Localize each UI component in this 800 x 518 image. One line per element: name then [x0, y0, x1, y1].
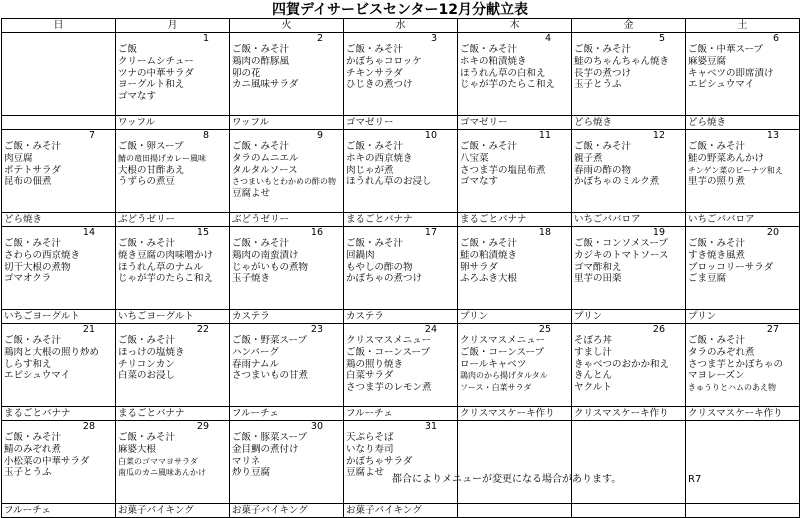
day-dessert: まるごとバナナ [2, 407, 116, 421]
day-menu [116, 44, 230, 116]
day-number: 7 [2, 130, 116, 142]
menu-item: ほうれん草の白和え [460, 67, 546, 79]
menu-item: ふろふき大根 [460, 273, 518, 285]
empty-day-menu [572, 432, 686, 504]
menu-item: しらす和え [4, 358, 52, 370]
menu-item: ご飯・みそ汁 [688, 238, 746, 249]
day-menu [458, 335, 572, 407]
day-number: 10 [344, 130, 458, 142]
menu-item: ヤクルト [574, 382, 612, 394]
menu-item: ご飯・みそ汁 [574, 141, 632, 152]
menu-item: 炒り豆腐 [232, 467, 271, 479]
menu-item: ご飯・みそ汁 [232, 44, 290, 55]
menu-item: 鶏肉の南蛮漬け [232, 249, 299, 261]
day-menu [344, 141, 458, 213]
day-menu [2, 432, 116, 504]
menu-item: カニ風味サラダ [232, 79, 299, 91]
menu-row [2, 335, 800, 407]
weekday-thu: 木 [458, 19, 572, 33]
menu-item: タルタルソース [232, 164, 298, 176]
day-number: 16 [230, 227, 344, 239]
menu-item: ご飯・みそ汁 [118, 335, 176, 346]
weekday-header-row [2, 19, 800, 33]
menu-item: 玉子焼き [232, 273, 271, 285]
day-number: 14 [2, 227, 116, 239]
menu-item: ゴマ酢和え [574, 261, 622, 273]
menu-item: じゃが芋のたらこ和え [118, 273, 214, 285]
menu-item: ご飯・卵スープ [118, 141, 184, 152]
day-menu [572, 238, 686, 310]
menu-item: そぼろ丼 [574, 335, 613, 346]
dessert-row [2, 407, 800, 421]
weekday-mon: 月 [116, 19, 230, 33]
day-dessert: プリン [458, 310, 572, 324]
menu-item: エビシュウマイ [4, 370, 71, 382]
menu-item: きゅうりとハムのあえ物 [688, 383, 776, 393]
menu-item: ほうれん草のナムル [118, 261, 204, 273]
menu-item: すき焼き風煮 [688, 249, 746, 261]
empty-day-number [686, 421, 800, 433]
menu-item: ご飯・コンソメスープ [574, 238, 668, 249]
day-dessert: プリン [572, 310, 686, 324]
menu-item: 鶏肉の酢豚風 [232, 55, 290, 67]
day-number: 2 [230, 33, 344, 45]
menu-item: ほっけの塩焼き [118, 346, 185, 358]
menu-item: ご飯・中華スープ [688, 44, 764, 55]
day-menu [230, 238, 344, 310]
menu-item: 鶏肉と大根の照り炒め [4, 346, 100, 358]
menu-item: うずらの煮豆 [118, 176, 176, 188]
menu-item: ホキの西京焼き [346, 152, 413, 164]
menu-item: 昆布の佃煮 [4, 176, 52, 188]
day-menu [2, 238, 116, 310]
day-dessert: カステラ [344, 310, 458, 324]
menu-item: きゃべつのおかか和え [574, 358, 670, 370]
day-dessert: いちごババロア [572, 213, 686, 227]
menu-item: クリームシチュー [118, 55, 194, 67]
menu-item: 春雨ナムル [232, 358, 280, 370]
menu-item: タラのムニエル [232, 152, 299, 164]
menu-item: ロールキャベツ [460, 358, 527, 370]
empty-day-menu [2, 44, 116, 116]
menu-item: ゴマなす [118, 91, 157, 103]
day-menu [686, 238, 800, 310]
day-dessert: ゴマゼリー [344, 116, 458, 130]
day-dessert: まるごとバナナ [458, 213, 572, 227]
day-number: 30 [230, 421, 344, 433]
menu-item: クリスマスメニュー [346, 335, 432, 346]
day-dessert: ぶどうゼリー [230, 213, 344, 227]
weekday-tue: 火 [230, 19, 344, 33]
day-dessert: まるごとバナナ [344, 213, 458, 227]
day-dessert: プリン [686, 310, 800, 324]
menu-item: クリスマスメニュー [460, 335, 546, 346]
day-menu [344, 335, 458, 407]
weekday-fri: 金 [572, 19, 686, 33]
day-dessert: フルーチェ [2, 504, 116, 518]
dessert-row [2, 116, 800, 130]
menu-item: マリネ [232, 455, 261, 467]
menu-item: かぼちゃコロッケ [346, 55, 422, 67]
day-number: 22 [116, 324, 230, 336]
menu-item: 鮭のちゃんちゃん焼き [574, 55, 670, 67]
date-row [2, 33, 800, 45]
menu-item: ご飯・みそ汁 [118, 238, 176, 249]
menu-item: すまし汁 [574, 346, 613, 358]
menu-item: ご飯・みそ汁 [460, 141, 518, 152]
menu-item: タラのみぞれ煮 [688, 346, 755, 358]
version-label: R7 [688, 474, 702, 485]
menu-calendar [1, 18, 800, 518]
menu-item: さつまいもの甘煮 [232, 370, 309, 382]
menu-item: ご飯・みそ汁 [460, 238, 518, 249]
day-number: 6 [686, 33, 800, 45]
day-menu [230, 432, 344, 504]
date-row [2, 227, 800, 239]
menu-item: 焼き豆腐の肉味噌かけ [118, 249, 214, 261]
empty-day-number [2, 33, 116, 45]
day-menu [2, 335, 116, 407]
calendar-body [2, 33, 800, 518]
menu-item: 八宝菜 [460, 152, 489, 164]
day-dessert: ワッフル [230, 116, 344, 130]
day-number: 31 [344, 421, 458, 433]
menu-item: かぼちゃのミルク煮 [574, 176, 660, 188]
menu-item: 天ぷらそば [346, 432, 394, 443]
menu-item: ご飯・みそ汁 [4, 238, 62, 249]
day-dessert: クリスマスケーキ作り [686, 407, 800, 421]
menu-item: さつまいもとわかめの酢の物 [232, 177, 336, 187]
menu-item: じゃがいもの煮物 [232, 261, 309, 273]
page-title: 四賀デイサービスセンター12月分献立表 [272, 2, 528, 18]
day-number: 4 [458, 33, 572, 45]
menu-row [2, 44, 800, 116]
day-number: 19 [572, 227, 686, 239]
day-dessert: カステラ [230, 310, 344, 324]
menu-item: 鮭の粕漬焼き [460, 249, 518, 261]
day-menu [344, 432, 458, 504]
day-dessert: どら焼き [686, 116, 800, 130]
menu-row [2, 141, 800, 213]
menu-item: 白菜サラダ [346, 370, 394, 382]
date-row [2, 130, 800, 142]
day-menu [458, 141, 572, 213]
menu-item: ご飯・みそ汁 [4, 432, 62, 443]
menu-item: マヨレーズン [688, 370, 745, 382]
day-number: 5 [572, 33, 686, 45]
day-number: 24 [344, 324, 458, 336]
day-dessert: いちごババロア [686, 213, 800, 227]
day-menu [230, 44, 344, 116]
day-number: 15 [116, 227, 230, 239]
day-menu [116, 432, 230, 504]
menu-item: さつま芋の塩昆布煮 [460, 164, 546, 176]
menu-item: 小松菜の中華サラダ [4, 455, 90, 467]
menu-item: かぼちゃサラダ [346, 455, 413, 467]
menu-item: 鶏肉のから揚げタルタル [460, 371, 548, 381]
day-menu [572, 44, 686, 116]
day-menu [344, 238, 458, 310]
menu-item: 切干大根の煮物 [4, 261, 71, 273]
menu-item: ご飯・みそ汁 [574, 44, 632, 55]
menu-item: ホキの粕漬焼き [460, 55, 527, 67]
menu-item: ご飯・みそ汁 [232, 238, 290, 249]
day-number: 28 [2, 421, 116, 433]
menu-item: ご飯・みそ汁 [118, 432, 176, 443]
weekday-sun: 日 [2, 19, 116, 33]
menu-item: 金目鯛の煮付け [232, 443, 299, 455]
menu-item: チキンサラダ [346, 67, 403, 79]
day-number: 1 [116, 33, 230, 45]
menu-item: 肉じゃが煮 [346, 164, 394, 176]
menu-item: いなり寿司 [346, 443, 394, 455]
day-dessert: ワッフル [116, 116, 230, 130]
menu-row [2, 238, 800, 310]
day-menu [116, 238, 230, 310]
menu-item: 南瓜のカニ風味あんかけ [118, 468, 206, 478]
menu-item: きんとん [574, 370, 613, 382]
menu-item: 肉豆腐 [4, 152, 33, 164]
day-menu [230, 141, 344, 213]
day-dessert: クリスマスケーキ作り [458, 407, 572, 421]
menu-item: ご飯・野菜スープ [232, 335, 308, 346]
footnote: 都合によりメニューが変更になる場合があります。 [392, 474, 622, 485]
menu-item: さつま芋とかぼちゃの [688, 358, 784, 370]
menu-item: ご飯・みそ汁 [4, 335, 62, 346]
menu-item: エビシュウマイ [688, 79, 755, 91]
day-number: 25 [458, 324, 572, 336]
day-menu [230, 335, 344, 407]
menu-item: 鮭の野菜あんかけ [688, 152, 765, 164]
menu-item: カジキのトマトソース [574, 249, 669, 261]
day-dessert: いちごヨーグルト [116, 310, 230, 324]
menu-item: 里芋の照り煮 [688, 176, 746, 188]
day-number: 11 [458, 130, 572, 142]
menu-item: ゴマオクラ [4, 273, 52, 285]
day-menu [116, 141, 230, 213]
dessert-row [2, 213, 800, 227]
menu-item: ご飯・コーンスープ [346, 346, 431, 358]
day-menu [572, 335, 686, 407]
day-dessert: どら焼き [572, 116, 686, 130]
menu-item: ご飯・みそ汁 [346, 238, 404, 249]
menu-item: ご飯・みそ汁 [4, 141, 62, 152]
day-number: 12 [572, 130, 686, 142]
day-number: 3 [344, 33, 458, 45]
menu-item: ご飯・みそ汁 [346, 44, 404, 55]
menu-item: 玉子とうふ [4, 467, 52, 479]
day-menu [686, 335, 800, 407]
day-number: 17 [344, 227, 458, 239]
menu-item: 卯の花 [232, 67, 261, 79]
empty-day-dessert [572, 504, 686, 518]
empty-day-dessert [2, 116, 116, 130]
day-menu [458, 238, 572, 310]
day-dessert: まるごとバナナ [116, 407, 230, 421]
menu-item: 春雨の酢の物 [574, 164, 632, 176]
menu-item: 里芋の田楽 [574, 273, 622, 285]
menu-item: 玉子とうふ [574, 79, 622, 91]
menu-item: もやしの酢の物 [346, 261, 413, 273]
day-number: 23 [230, 324, 344, 336]
menu-item: 麻婆大根 [118, 443, 157, 455]
empty-day-dessert [686, 504, 800, 518]
menu-item: キャベツの即席漬け [688, 67, 774, 79]
day-menu [2, 141, 116, 213]
weekday-wed: 水 [344, 19, 458, 33]
day-number: 26 [572, 324, 686, 336]
dessert-row [2, 310, 800, 324]
day-menu [344, 44, 458, 116]
day-number: 27 [686, 324, 800, 336]
menu-item: 麻婆豆腐 [688, 55, 727, 67]
day-dessert: いちごヨーグルト [2, 310, 116, 324]
day-menu [572, 141, 686, 213]
menu-item: ご飯・みそ汁 [346, 141, 404, 152]
menu-item: 回鍋肉 [346, 249, 375, 261]
menu-item: ソース・白菜サラダ [460, 383, 532, 393]
day-number: 21 [2, 324, 116, 336]
menu-item: ご飯・みそ汁 [688, 335, 746, 346]
day-dessert: お菓子バイキング [344, 504, 458, 518]
menu-item: 長芋の煮つけ [574, 67, 632, 79]
menu-item: ツナの中華サラダ [118, 67, 194, 79]
menu-item: 鯖のみぞれ煮 [4, 443, 62, 455]
menu-item: ほうれん草のお浸し [346, 176, 432, 188]
menu-item: さつま芋のレモン煮 [346, 382, 432, 394]
day-number: 8 [116, 130, 230, 142]
day-menu [458, 44, 572, 116]
menu-item: ポテトサラダ [4, 164, 61, 176]
menu-item: ひじきの煮つけ [346, 79, 413, 91]
menu-item: ごま豆腐 [688, 273, 727, 285]
empty-day-menu [458, 432, 572, 504]
date-row [2, 421, 800, 433]
menu-item: じゃが芋のたらこ和え [460, 79, 556, 91]
menu-item: 親子煮 [574, 152, 603, 164]
menu-item: 鯖の竜田揚げカレー風味 [118, 153, 206, 163]
menu-item: チリコンカン [118, 358, 175, 370]
day-number: 29 [116, 421, 230, 433]
day-menu [686, 44, 800, 116]
menu-item: 豆腐よせ [346, 467, 385, 479]
menu-item: 大根の甘酢あえ [118, 164, 185, 176]
menu-item: ブロッコリーサラダ [688, 261, 774, 273]
day-dessert: ゴマゼリー [458, 116, 572, 130]
day-number: 20 [686, 227, 800, 239]
day-dessert: フルーチェ [230, 407, 344, 421]
weekday-sat: 土 [686, 19, 800, 33]
menu-item: ご飯・みそ汁 [460, 44, 518, 55]
menu-item: 卵サラダ [460, 261, 498, 273]
empty-day-menu [686, 432, 800, 504]
dessert-row [2, 504, 800, 518]
menu-item: ヨーグルト和え [118, 79, 185, 91]
menu-item: ゴマなす [460, 176, 499, 188]
empty-day-number [572, 421, 686, 433]
menu-item: ご飯・みそ汁 [688, 141, 746, 152]
day-menu [116, 335, 230, 407]
day-number: 13 [686, 130, 800, 142]
menu-item: ハンバーグ [232, 346, 279, 358]
menu-item: さわらの西京焼き [4, 249, 81, 261]
menu-item: かぼちゃの煮つけ [346, 273, 423, 285]
menu-row [2, 432, 800, 504]
day-number: 18 [458, 227, 572, 239]
day-menu [686, 141, 800, 213]
menu-item: ご飯 [118, 44, 138, 55]
menu-item: ご飯・コーンスープ [460, 346, 545, 358]
menu-item: 鶏の照り焼き [346, 358, 404, 370]
day-number: 9 [230, 130, 344, 142]
day-dessert: クリスマスケーキ作り [572, 407, 686, 421]
day-dessert: どら焼き [2, 213, 116, 227]
empty-day-dessert [458, 504, 572, 518]
day-dessert: お菓子バイキング [116, 504, 230, 518]
menu-item: チンゲン菜のピーナツ和え [688, 165, 783, 175]
menu-item: 白菜のゴママヨサラダ [118, 456, 198, 466]
day-dessert: ぶどうゼリー [116, 213, 230, 227]
menu-item: 白菜のお浸し [118, 370, 176, 382]
day-dessert: フルーチェ [344, 407, 458, 421]
empty-day-number [458, 421, 572, 433]
menu-item: 豆腐よせ [232, 188, 271, 200]
date-row [2, 324, 800, 336]
day-dessert: お菓子バイキング [230, 504, 344, 518]
menu-item: ご飯・みそ汁 [232, 141, 290, 152]
menu-item: ご飯・豚菜スープ [232, 432, 308, 443]
